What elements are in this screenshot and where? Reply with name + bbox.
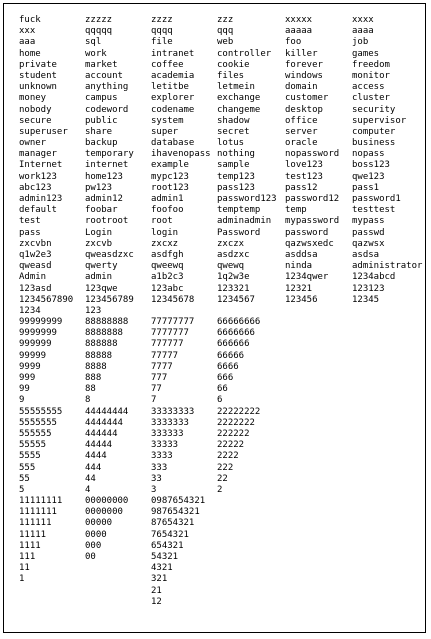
word-column-1 <box>19 15 85 608</box>
word-entry: 44444444 <box>85 406 129 417</box>
word-entry: 5555555 <box>19 417 57 428</box>
word-entry: root123 <box>151 182 189 193</box>
word-entry: 11 <box>19 563 30 574</box>
word-entry: desktop <box>285 104 323 115</box>
word-entry: asdsa <box>352 249 380 260</box>
word-entry: pass <box>19 227 41 238</box>
word-entry: 87654321 <box>151 518 195 529</box>
word-entry: sample <box>217 160 250 171</box>
word-entry: file <box>151 37 173 48</box>
word-entry: 11111 <box>19 529 47 540</box>
word-entry: 666 <box>217 373 234 383</box>
word-entry: 123321 <box>217 283 250 294</box>
word-entry: 987654321 <box>151 507 200 518</box>
word-entry: 1q2w3e <box>217 272 250 283</box>
word-entry: mypass <box>352 216 385 227</box>
word-entry: private <box>19 59 57 70</box>
word-entry: web <box>217 37 234 48</box>
word-entry: 88888 <box>85 350 113 361</box>
word-entry: password123 <box>217 194 277 204</box>
word-entry: coffee <box>151 59 184 70</box>
word-entry: manager <box>19 149 57 160</box>
word-entry: 1234 <box>19 305 41 316</box>
word-entry: 4444444 <box>85 417 123 428</box>
word-entry: 77777 <box>151 350 179 361</box>
word-entry: windows <box>285 70 323 81</box>
word-entry: server <box>285 126 318 137</box>
word-entry: 333 <box>151 462 168 473</box>
word-entry: 444 <box>85 462 102 473</box>
word-entry: 123456 <box>285 294 318 305</box>
word-entry: 6 <box>217 395 223 406</box>
word-entry: 66 <box>217 384 228 395</box>
word-entry: freedom <box>352 59 390 70</box>
word-entry: 1 <box>19 574 25 585</box>
word-entry: 9999 <box>19 361 41 372</box>
word-column-2 <box>85 15 151 608</box>
word-entry: public <box>85 115 118 126</box>
word-entry: ninda <box>285 261 313 272</box>
password-list-columns <box>19 15 426 608</box>
word-entry: 2 <box>217 484 223 495</box>
word-entry: qweewq <box>151 261 184 272</box>
word-entry: 33333333 <box>151 406 195 417</box>
word-entry: asdzxc <box>217 249 250 260</box>
word-entry: 888 <box>85 373 102 383</box>
word-entry: 3333 <box>151 451 173 462</box>
word-entry: mypc123 <box>151 171 189 182</box>
word-entry: 99999 <box>19 350 47 361</box>
word-entry: 1234qwer <box>285 272 329 283</box>
word-entry: 44444 <box>85 440 113 451</box>
word-entry: Password <box>217 227 261 238</box>
word-entry: admin1 <box>151 194 184 204</box>
word-entry: 4321 <box>151 563 173 574</box>
word-entry: 12321 <box>285 283 313 294</box>
word-entry: Login <box>85 227 113 238</box>
word-entry: 123abc <box>151 283 184 294</box>
word-entry: secret <box>217 126 250 137</box>
word-entry: love123 <box>285 160 323 171</box>
word-entry: backup <box>85 138 118 149</box>
word-entry: 99999999 <box>19 317 63 328</box>
word-entry: 123 <box>85 305 102 316</box>
word-entry: forever <box>285 59 323 70</box>
word-entry: 1111111 <box>19 507 57 518</box>
word-entry: 6666 <box>217 361 239 372</box>
word-entry: nothing <box>217 149 255 160</box>
word-entry: zzzzz <box>85 15 113 25</box>
word-entry: aaa <box>19 37 36 48</box>
word-entry: 777 <box>151 373 168 383</box>
word-entry: qazwsx <box>352 238 385 249</box>
word-entry: 4444 <box>85 451 107 462</box>
word-entry: exchange <box>217 93 261 104</box>
word-entry: 44 <box>85 473 96 484</box>
word-entry: qwerty <box>85 261 118 272</box>
word-entry: temptemp <box>217 205 261 216</box>
document-frame <box>3 3 426 633</box>
word-entry: 000 <box>85 540 102 551</box>
word-entry: qqq <box>217 26 234 37</box>
word-entry: passwd <box>352 227 385 238</box>
word-entry: abc123 <box>19 182 52 193</box>
word-entry: asdfgh <box>151 249 184 260</box>
word-entry: intranet <box>151 48 195 59</box>
word-entry: 321 <box>151 574 168 585</box>
word-entry: 55555 <box>19 440 47 451</box>
word-entry: 12 <box>151 596 162 607</box>
word-entry: owner <box>19 138 47 149</box>
word-entry: 555555 <box>19 428 52 439</box>
word-entry: supervisor <box>352 115 407 126</box>
word-entry: access <box>352 82 385 93</box>
word-entry: test123 <box>285 171 323 182</box>
word-entry: 9 <box>19 395 25 406</box>
word-entry: 22222 <box>217 440 245 451</box>
word-entry: nopassword <box>285 149 340 160</box>
word-entry: admin12 <box>85 194 123 204</box>
word-entry: 0000 <box>85 529 107 540</box>
word-entry: explorer <box>151 93 195 104</box>
word-column-4 <box>217 15 285 608</box>
word-entry: 77 <box>151 384 162 395</box>
word-entry: market <box>85 59 118 70</box>
word-entry: domain <box>285 82 318 93</box>
word-entry: default <box>19 205 57 216</box>
word-entry: qqqq <box>151 26 173 37</box>
word-entry: q1w2e3 <box>19 249 52 260</box>
word-entry: administrator <box>352 261 423 272</box>
word-entry: 88888888 <box>85 317 129 328</box>
word-entry: 22 <box>217 473 228 484</box>
word-entry: xxxx <box>352 15 374 25</box>
word-entry: 11111111 <box>19 496 63 507</box>
word-entry: sql <box>85 37 102 48</box>
word-entry: letmein <box>217 82 255 93</box>
word-entry: qazwsxedc <box>285 238 334 249</box>
word-entry: boss123 <box>352 160 390 171</box>
word-entry: 00 <box>85 552 96 562</box>
word-entry: letitbe <box>151 82 189 93</box>
word-entry: xxxxx <box>285 15 313 25</box>
word-entry: admin123 <box>19 194 63 204</box>
word-entry: 55555555 <box>19 406 63 417</box>
word-entry: example <box>151 160 189 171</box>
word-entry: ihavenopass <box>151 149 211 160</box>
word-entry: campus <box>85 93 118 104</box>
word-entry: qwe123 <box>352 171 385 182</box>
word-entry: 0987654321 <box>151 496 206 507</box>
word-entry: 33 <box>151 473 162 484</box>
word-entry: business <box>352 138 396 149</box>
word-entry: monitor <box>352 70 390 81</box>
word-entry: 0000000 <box>85 507 123 518</box>
word-entry: changeme <box>217 104 261 115</box>
word-entry: 333333 <box>151 428 184 439</box>
word-entry: zxczx <box>217 238 245 249</box>
word-entry: fuck <box>19 15 41 25</box>
word-column-5 <box>285 15 352 608</box>
word-entry: 3 <box>151 484 157 495</box>
word-entry: 66666666 <box>217 317 261 328</box>
word-entry: 77777777 <box>151 317 195 328</box>
word-entry: share <box>85 126 113 137</box>
word-entry: test <box>19 216 41 227</box>
word-entry: job <box>352 37 369 48</box>
word-entry: qwewq <box>217 261 245 272</box>
word-entry: 111 <box>19 552 36 562</box>
word-entry: 12345 <box>352 294 380 305</box>
word-entry: cluster <box>352 93 390 104</box>
word-entry: zzz <box>217 15 234 25</box>
word-entry: account <box>85 70 123 81</box>
word-entry: a1b2c3 <box>151 272 184 283</box>
word-entry: 22222222 <box>217 406 261 417</box>
word-entry: super <box>151 126 179 137</box>
word-entry: temporary <box>85 149 134 160</box>
word-column-3 <box>151 15 217 608</box>
word-entry: shadow <box>217 115 250 126</box>
word-entry: temp <box>285 205 307 216</box>
word-entry: secure <box>19 115 52 126</box>
word-entry: Internet <box>19 160 63 171</box>
word-entry: 7777 <box>151 361 173 372</box>
word-entry: login <box>151 227 179 238</box>
word-entry: temp123 <box>217 171 255 182</box>
word-entry: 55 <box>19 473 30 484</box>
word-entry: 8 <box>85 395 91 406</box>
word-entry: killer <box>285 48 318 59</box>
word-entry: 1234567 <box>217 294 255 305</box>
word-entry: 9999999 <box>19 328 57 339</box>
word-entry: asddsa <box>285 249 318 260</box>
word-entry: xxx <box>19 26 36 37</box>
word-entry: qweasd <box>19 261 52 272</box>
word-entry: customer <box>285 93 329 104</box>
word-entry: 444444 <box>85 428 118 439</box>
word-entry: money <box>19 93 47 104</box>
word-entry: 654321 <box>151 540 184 551</box>
word-entry: pass123 <box>217 182 255 193</box>
word-entry: 00000 <box>85 518 113 529</box>
word-entry: pw123 <box>85 182 113 193</box>
word-entry: anything <box>85 82 129 93</box>
word-entry: password <box>285 227 329 238</box>
word-entry: codeword <box>85 104 129 115</box>
word-entry: security <box>352 104 396 115</box>
word-entry: 888888 <box>85 339 118 350</box>
word-entry: qqqqq <box>85 26 113 37</box>
word-entry: system <box>151 115 184 126</box>
word-entry: student <box>19 70 57 81</box>
word-entry: 99 <box>19 384 30 395</box>
word-entry: 555 <box>19 462 36 473</box>
word-entry: games <box>352 48 380 59</box>
word-entry: 54321 <box>151 552 179 562</box>
word-entry: qweasdzxc <box>85 249 134 260</box>
word-entry: pass1 <box>352 182 380 193</box>
word-entry <box>217 306 285 317</box>
word-entry: zxcxz <box>151 238 179 249</box>
word-entry: zxcvbn <box>19 238 52 249</box>
word-entry: unknown <box>19 82 57 93</box>
word-entry: foofoo <box>151 205 184 216</box>
word-entry: zxcvb <box>85 238 113 249</box>
word-entry: cookie <box>217 59 250 70</box>
word-entry: 33333 <box>151 440 179 451</box>
word-entry: aaaaa <box>285 26 313 37</box>
word-entry: pass12 <box>285 182 318 193</box>
word-entry: 2222 <box>217 451 239 462</box>
word-entry: nobody <box>19 104 52 115</box>
word-entry: 8888 <box>85 361 107 372</box>
word-entry: work <box>85 48 107 59</box>
word-entry: 123asd <box>19 283 52 294</box>
word-entry: 7777777 <box>151 328 189 339</box>
word-entry: superuser <box>19 126 68 137</box>
word-entry: 7 <box>151 395 157 406</box>
word-entry: computer <box>352 126 396 137</box>
word-entry: 8888888 <box>85 328 123 339</box>
word-entry: 222 <box>217 462 234 473</box>
word-entry: 1234abcd <box>352 272 396 283</box>
word-entry: 00000000 <box>85 496 129 507</box>
word-entry: 111111 <box>19 518 52 529</box>
word-entry: 5 <box>19 484 25 495</box>
word-entry: 1234567890 <box>19 294 74 305</box>
word-entry: codename <box>151 104 195 115</box>
word-entry: 3333333 <box>151 417 189 428</box>
word-entry: home <box>19 48 41 59</box>
word-entry: rootroot <box>85 216 129 227</box>
word-entry: 999 <box>19 373 36 383</box>
word-entry: 88 <box>85 384 96 395</box>
word-entry: lotus <box>217 138 245 149</box>
word-entry: 7654321 <box>151 529 189 540</box>
word-entry: password1 <box>352 194 401 204</box>
word-entry: Admin <box>19 272 47 283</box>
word-column-6 <box>352 15 426 608</box>
word-entry: academia <box>151 70 195 81</box>
word-entry: work123 <box>19 171 57 182</box>
word-entry: 777777 <box>151 339 184 350</box>
word-entry: 2222222 <box>217 417 255 428</box>
word-entry: database <box>151 138 195 149</box>
word-entry: 222222 <box>217 428 250 439</box>
word-entry: oracle <box>285 138 318 149</box>
word-entry: office <box>285 115 318 126</box>
word-entry: 4 <box>85 484 91 495</box>
word-entry: home123 <box>85 171 123 182</box>
word-entry: 5555 <box>19 451 41 462</box>
word-entry: mypassword <box>285 216 340 227</box>
word-entry: foobar <box>85 205 118 216</box>
word-entry: 6666666 <box>217 328 255 339</box>
word-entry: 666666 <box>217 339 250 350</box>
word-entry: foo <box>285 37 302 48</box>
word-entry <box>151 306 217 317</box>
word-entry: adminadmin <box>217 216 272 227</box>
word-entry: 123123 <box>352 283 385 294</box>
word-entry: aaaa <box>352 26 374 37</box>
word-entry: nopass <box>352 149 385 160</box>
word-entry: 123qwe <box>85 283 118 294</box>
word-entry: controller <box>217 48 272 59</box>
word-entry: 21 <box>151 585 162 596</box>
word-entry: 12345678 <box>151 294 195 305</box>
word-entry: 123456789 <box>85 294 134 305</box>
word-entry: 1111 <box>19 540 41 551</box>
word-entry: internet <box>85 160 129 171</box>
word-entry: root <box>151 216 173 227</box>
word-entry: files <box>217 70 245 81</box>
word-entry: password12 <box>285 194 340 204</box>
word-entry: 66666 <box>217 350 245 361</box>
word-entry: 999999 <box>19 339 52 350</box>
word-entry: zzzz <box>151 15 173 25</box>
word-entry: admin <box>85 272 113 283</box>
word-entry: testtest <box>352 205 396 216</box>
